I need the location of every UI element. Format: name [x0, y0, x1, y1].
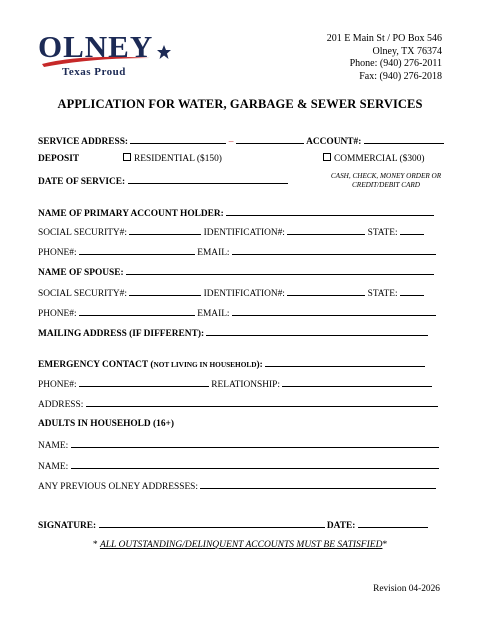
commercial-option[interactable]	[323, 153, 425, 165]
service-address-row	[38, 134, 440, 148]
previous-addresses-field[interactable]	[200, 479, 436, 489]
emergency-contact-qualifier: NOT LIVING IN HOUSEHOLD	[153, 360, 257, 369]
spouse-identification-field[interactable]	[287, 286, 365, 296]
emergency-phone-field[interactable]	[79, 377, 209, 387]
revision-label: Revision 04-2026	[373, 584, 440, 594]
residential-option[interactable]	[123, 153, 222, 165]
commercial-label: COMMERCIAL ($300)	[334, 154, 425, 164]
identification-label: IDENTIFICATION#:	[203, 228, 285, 238]
identification-field[interactable]	[287, 225, 365, 235]
deposit-label: DEPOSIT	[38, 154, 80, 164]
adults-heading: ADULTS IN HOUSEHOLD (16+)	[38, 419, 175, 429]
address-dash: –	[228, 137, 234, 147]
spouse-row	[38, 265, 440, 279]
email-field[interactable]	[232, 245, 436, 255]
account-label: ACCOUNT#:	[306, 137, 362, 147]
emergency-address-row	[38, 397, 440, 411]
adults-heading-row	[38, 418, 440, 430]
phone-label: PHONE#:	[38, 309, 77, 319]
delinquent-accounts-notice	[0, 540, 480, 550]
signature-label: SIGNATURE:	[38, 521, 97, 531]
spouse-ids-row	[38, 286, 440, 300]
spouse-ssn-field[interactable]	[129, 286, 201, 296]
email-label: EMAIL:	[197, 309, 230, 319]
phone-label: PHONE#:	[38, 248, 77, 258]
form-title: APPLICATION FOR WATER, GARBAGE & SEWER SERVICES	[57, 97, 423, 111]
service-address-street-field[interactable]	[130, 134, 226, 144]
ssn-label: SOCIAL SECURITY#:	[38, 228, 127, 238]
ssn-label: SOCIAL SECURITY#:	[38, 289, 127, 299]
name-label: NAME:	[38, 441, 69, 451]
ssn-field[interactable]	[129, 225, 201, 235]
emergency-details-row	[38, 377, 440, 391]
spouse-contact-row	[38, 306, 440, 320]
residential-checkbox[interactable]	[123, 153, 131, 161]
spouse-state-field[interactable]	[400, 286, 424, 296]
adult-name-row	[38, 459, 440, 473]
date-label: DATE:	[326, 521, 356, 531]
state-label: STATE:	[367, 228, 398, 238]
date-of-service-label: DATE OF SERVICE:	[38, 177, 126, 187]
primary-contact-row	[38, 245, 440, 259]
mailing-address-label: MAILING ADDRESS (IF DIFFERENT):	[38, 329, 205, 339]
deposit-row	[38, 153, 440, 165]
date-of-service-field[interactable]	[128, 174, 288, 184]
phone-label: PHONE#:	[38, 380, 77, 390]
identification-label: IDENTIFICATION#:	[203, 289, 285, 299]
fax-line: Fax: (940) 276-2018	[359, 70, 442, 82]
previous-addresses-label: ANY PREVIOUS OLNEY ADDRESSES:	[38, 482, 198, 492]
primary-holder-field[interactable]	[226, 206, 434, 216]
logo-wordmark: OLNEY	[38, 29, 154, 64]
texas-star-icon	[156, 44, 172, 60]
signature-field[interactable]	[99, 518, 325, 528]
adult-name-field[interactable]	[71, 438, 439, 448]
adult-name-field[interactable]	[71, 459, 439, 469]
footnote-star: *	[92, 540, 98, 550]
spouse-name-field[interactable]	[126, 265, 434, 275]
address-label: ADDRESS:	[38, 400, 84, 410]
name-label: NAME:	[38, 462, 69, 472]
emergency-contact-label: EMERGENCY CONTACT (	[38, 360, 154, 370]
spouse-label: NAME OF SPOUSE:	[38, 268, 124, 278]
signature-row	[38, 518, 440, 532]
spouse-phone-field[interactable]	[79, 306, 195, 316]
payment-note-line: CREDIT/DEBIT CARD	[352, 181, 420, 189]
footnote-text: ALL OUTSTANDING/DELINQUENT ACCOUNTS MUST BE SATISFIED	[99, 540, 383, 550]
logo-tagline: Texas Proud	[62, 66, 126, 78]
commercial-checkbox[interactable]	[323, 153, 331, 161]
olney-logo	[38, 30, 173, 80]
mailing-address-field[interactable]	[206, 326, 428, 336]
primary-holder-row	[38, 206, 440, 220]
primary-holder-label: NAME OF PRIMARY ACCOUNT HOLDER:	[38, 209, 224, 219]
state-label: STATE:	[367, 289, 398, 299]
email-label: EMAIL:	[197, 248, 230, 258]
emergency-address-field[interactable]	[86, 397, 438, 407]
previous-addresses-row	[38, 479, 440, 493]
relationship-field[interactable]	[282, 377, 432, 387]
relationship-label: RELATIONSHIP:	[211, 380, 280, 390]
address-line: 201 E Main St / PO Box 546	[326, 33, 442, 44]
office-address	[327, 33, 442, 83]
footnote-star: *	[382, 540, 388, 550]
emergency-contact-label-end: ):	[256, 360, 263, 370]
account-number-field[interactable]	[364, 134, 444, 144]
emergency-contact-row	[38, 357, 440, 371]
emergency-contact-field[interactable]	[265, 357, 425, 367]
primary-ids-row	[38, 225, 440, 239]
address-line: Olney, TX 76374	[372, 45, 442, 57]
service-address-label: SERVICE ADDRESS:	[38, 137, 129, 147]
service-address-unit-field[interactable]	[236, 134, 304, 144]
signature-date-field[interactable]	[358, 518, 428, 528]
spouse-email-field[interactable]	[232, 306, 436, 316]
residential-label: RESIDENTIAL ($150)	[134, 154, 222, 164]
state-field[interactable]	[400, 225, 424, 235]
mailing-address-row	[38, 326, 440, 340]
payment-note-line: CASH, CHECK, MONEY ORDER OR	[330, 172, 442, 180]
adult-name-row	[38, 438, 440, 452]
phone-field[interactable]	[79, 245, 195, 255]
payment-methods-note	[316, 172, 456, 190]
phone-line: Phone: (940) 276-2011	[349, 58, 442, 69]
